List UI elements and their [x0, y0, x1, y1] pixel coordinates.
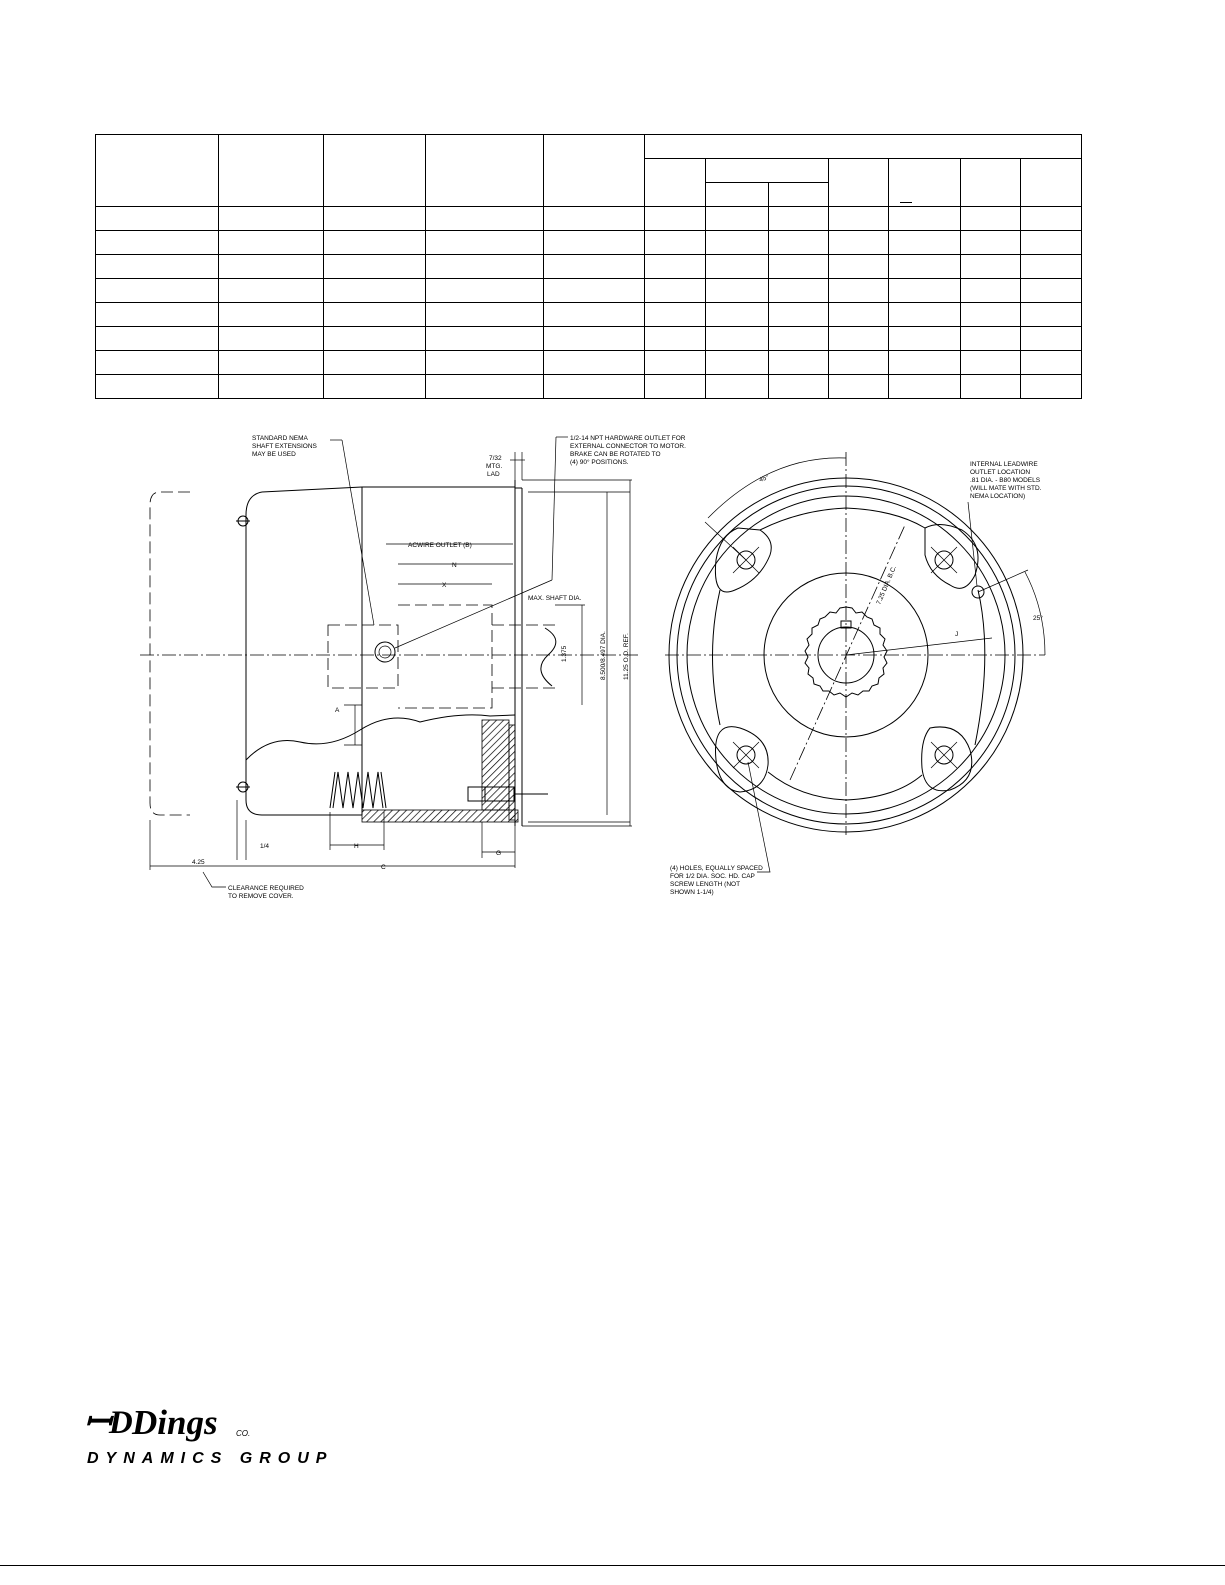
leadwire-note-1: INTERNAL LEADWIRE	[970, 461, 1038, 468]
dim-g: G	[496, 850, 502, 857]
holes-note-2: FOR 1/2 DIA. SOC. HD. CAP	[670, 873, 755, 880]
std-shaft-note-3: MAY BE USED	[252, 451, 296, 458]
dim-overall: 11.25 O.D. REF.	[623, 633, 630, 680]
dim-quarter: 1/4	[260, 843, 270, 850]
logo-co: CO.	[236, 1429, 251, 1438]
mtg-note-2: MTG.	[486, 463, 503, 470]
dim-x: X	[442, 582, 447, 589]
bottom-rule	[0, 1565, 1225, 1566]
holes-note-1: (4) HOLES, EQUALLY SPACED	[670, 865, 763, 872]
conduit-note-1: 1/2-14 NPT HARDWARE OUTLET FOR	[570, 435, 686, 442]
conduit-note-3: BRAKE CAN BE ROTATED TO	[570, 451, 661, 458]
clearance-note-1: CLEARANCE REQUIRED	[228, 885, 304, 892]
max-shaft-note: MAX. SHAFT DIA.	[528, 595, 582, 602]
dim-ak: 1.375	[561, 645, 568, 662]
dim-j: J	[955, 631, 959, 638]
holes-note-3: SCREW LENGTH (NOT	[670, 881, 741, 888]
dim-c: C	[381, 864, 386, 871]
dim-425: 4.25	[192, 859, 205, 866]
conduit-note-4: (4) 90° POSITIONS.	[570, 459, 629, 466]
leadwire-note-3: .81 DIA. - B80 MODELS	[970, 477, 1041, 484]
leadwire-note-2: OUTLET LOCATION	[970, 469, 1031, 476]
logo-name: Dings	[132, 1403, 218, 1442]
dings-logo	[84, 1403, 369, 1473]
conduit-note-2: EXTERNAL CONNECTOR TO MOTOR.	[570, 443, 686, 450]
dim-a: A	[335, 707, 340, 714]
std-shaft-note-2: SHAFT EXTENSIONS	[252, 443, 317, 450]
dim-register: 8.500/8.497 DIA.	[600, 631, 607, 680]
std-shaft-note-1: STANDARD NEMA	[252, 435, 308, 442]
holes-note-4: SHOWN 1-1/4)	[670, 889, 714, 896]
angle-25: 25°	[1033, 615, 1043, 622]
clearance-note-2: TO REMOVE COVER.	[228, 893, 294, 900]
bc-note: 7.25 DIA. B.C.	[875, 564, 899, 606]
leadwire-note-5: NEMA LOCATION)	[970, 493, 1026, 500]
end-view	[665, 452, 1045, 896]
dim-acwire: ACWIRE OUTLET (B)	[408, 542, 472, 549]
dim-h: H	[354, 843, 359, 850]
logo-tagline: DYNAMICS GROUP	[87, 1450, 334, 1467]
dim-n: N	[452, 562, 457, 569]
side-view	[140, 435, 686, 900]
mtg-note-1: 7/32	[489, 455, 502, 462]
logo-mark: ꟷD	[84, 1405, 131, 1441]
leadwire-note-4: (WILL MATE WITH STD.	[970, 485, 1042, 492]
mtg-note-3: LAD	[487, 471, 500, 478]
angle-45: 45°	[758, 473, 770, 484]
